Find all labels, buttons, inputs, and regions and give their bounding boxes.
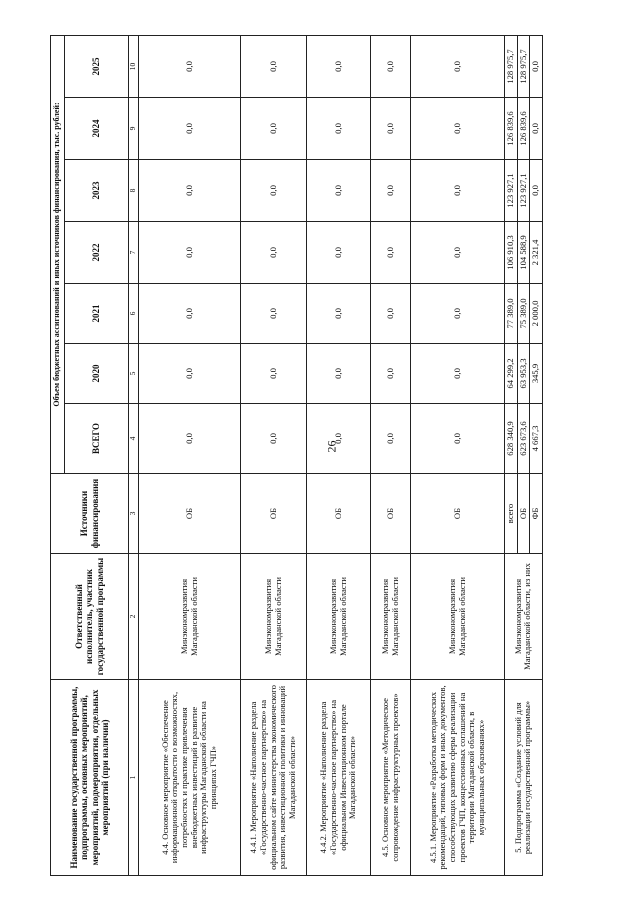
col-src-header: Источники финансирования — [51, 474, 129, 554]
subprogram-value: 63 953,3 — [517, 344, 530, 404]
subprogram-value: 123 927,1 — [505, 160, 518, 222]
year-header: 2022 — [65, 222, 129, 284]
subprogram-value: 4 667,3 — [530, 404, 543, 474]
row-value: 0,0 — [371, 98, 411, 160]
row-value: 0,0 — [411, 98, 505, 160]
col-number: 5 — [129, 344, 139, 404]
row-resp: Минэкономразвития Магаданской области — [139, 554, 241, 680]
subprogram-value: 128 975,7 — [517, 35, 530, 97]
col-total-header: ВСЕГО — [65, 404, 129, 474]
row-value: 0,0 — [139, 222, 241, 284]
row-resp: Минэкономразвития Магаданской области — [241, 554, 307, 680]
row-value: 0,0 — [241, 404, 307, 474]
row-value: 0,0 — [307, 344, 371, 404]
subprogram-src: всего — [505, 474, 518, 554]
col-number: 3 — [129, 474, 139, 554]
col-number: 8 — [129, 160, 139, 222]
col-total-group-header: Объем бюджетных ассигнований и иных источников финансирования, тыс. рублей: — [51, 35, 65, 473]
row-resp: Минэкономразвития Магаданской области — [307, 554, 371, 680]
col-number: 7 — [129, 222, 139, 284]
col-number: 2 — [129, 554, 139, 680]
col-name-header: Наименование государственной программы, подпрограммы, основных мероприятий, мероприятий, подмероприятия, отдельных мероприятий (при наличии) — [51, 680, 129, 876]
row-name: 4.4.2. Мероприятие «Наполнение раздела «Государственно-частное партнерство» на официальном Инвестиционном портале Магаданской области» — [307, 680, 371, 876]
row-value: 0,0 — [241, 344, 307, 404]
table-row — [371, 35, 411, 875]
row-value: 0,0 — [371, 344, 411, 404]
row-value: 0,0 — [139, 344, 241, 404]
row-value: 0,0 — [307, 160, 371, 222]
year-header: 2020 — [65, 344, 129, 404]
row-value: 0,0 — [371, 160, 411, 222]
table-row — [139, 35, 241, 875]
row-src: ОБ — [371, 474, 411, 554]
subprogram-src: ФБ — [530, 474, 543, 554]
subprogram-value: 628 340,9 — [505, 404, 518, 474]
col-number: 4 — [129, 404, 139, 474]
row-name: 4.5. Основное мероприятие «Методическое сопровождение инфраструктурных проектов» — [371, 680, 411, 876]
row-value: 0,0 — [241, 284, 307, 344]
subprogram-value: 345,9 — [530, 344, 543, 404]
subprogram-value: 128 975,7 — [505, 35, 518, 97]
table-row — [307, 35, 371, 875]
subprogram-value: 123 927,1 — [517, 160, 530, 222]
year-header: 2025 — [65, 35, 129, 97]
row-value: 0,0 — [411, 35, 505, 97]
subprogram-value: 75 389,0 — [517, 284, 530, 344]
subprogram-value: 2 000,0 — [530, 284, 543, 344]
row-value: 0,0 — [371, 35, 411, 97]
row-value: 0,0 — [139, 98, 241, 160]
row-src: ОБ — [139, 474, 241, 554]
rotated-table-container — [50, 36, 615, 876]
row-value: 0,0 — [411, 222, 505, 284]
col-number: 10 — [129, 35, 139, 97]
table-row — [411, 35, 505, 875]
subprogram-value: 64 299,2 — [505, 344, 518, 404]
subprogram-value: 0,0 — [530, 160, 543, 222]
row-value: 0,0 — [411, 404, 505, 474]
row-src: ОБ — [241, 474, 307, 554]
subprogram-resp: Минэкономразвития Магаданской области, из них — [505, 554, 543, 680]
subprogram-value: 0,0 — [530, 35, 543, 97]
budget-table — [50, 35, 543, 876]
row-value: 0,0 — [307, 222, 371, 284]
row-name: 4.4.1. Мероприятие «Наполнение раздела «Государственно-частное партнерство» на официальном сайте министерства экономического развития, инвестиционной политики и инноваций Магаданской области» — [241, 680, 307, 876]
row-value: 0,0 — [139, 404, 241, 474]
row-value: 0,0 — [307, 98, 371, 160]
row-value: 0,0 — [307, 284, 371, 344]
row-value: 0,0 — [411, 284, 505, 344]
row-value: 0,0 — [307, 404, 371, 474]
col-number: 6 — [129, 284, 139, 344]
row-value: 0,0 — [241, 35, 307, 97]
subprogram-value: 0,0 — [530, 98, 543, 160]
subprogram-value: 2 321,4 — [530, 222, 543, 284]
year-header: 2023 — [65, 160, 129, 222]
row-name: 4.5.1. Мероприятие «Разработка методических рекомендаций, типовых форм и иных документов, способствующих развитию сферы реализации проектов ГЧП, концессионных соглашений на территории Магаданской области, в муниципальных образованиях» — [411, 680, 505, 876]
row-value: 0,0 — [371, 284, 411, 344]
subprogram-value: 126 839,6 — [517, 98, 530, 160]
subprogram-value: 623 673,6 — [517, 404, 530, 474]
row-value: 0,0 — [139, 284, 241, 344]
table-row — [241, 35, 307, 875]
year-header: 2024 — [65, 98, 129, 160]
row-resp: Минэкономразвития Магаданской области — [411, 554, 505, 680]
subprogram-src: ОБ — [517, 474, 530, 554]
row-value: 0,0 — [307, 35, 371, 97]
row-src: ОБ — [307, 474, 371, 554]
row-name: 4.4. Основное мероприятие «Обеспечение информационной открытости о возможностях, потребностях и практике привлечения внебюджетных инвестиций в развитие инфраструктуры Магаданской области на принципах ГЧП» — [139, 680, 241, 876]
subprogram-name: 5. Подпрограмма «Создание условий для реализации государственной программы» — [505, 680, 543, 876]
subprogram-value: 77 389,0 — [505, 284, 518, 344]
row-value: 0,0 — [241, 160, 307, 222]
subprogram-value: 106 910,3 — [505, 222, 518, 284]
row-value: 0,0 — [411, 344, 505, 404]
subprogram-row — [505, 35, 518, 875]
row-value: 0,0 — [371, 404, 411, 474]
col-number: 1 — [129, 680, 139, 876]
subprogram-value: 104 588,9 — [517, 222, 530, 284]
row-value: 0,0 — [139, 160, 241, 222]
row-resp: Минэкономразвития Магаданской области — [371, 554, 411, 680]
subprogram-value: 126 839,6 — [505, 98, 518, 160]
row-value: 0,0 — [411, 160, 505, 222]
row-value: 0,0 — [371, 222, 411, 284]
row-value: 0,0 — [241, 98, 307, 160]
row-value: 0,0 — [241, 222, 307, 284]
page-number: 26 — [324, 440, 339, 453]
row-src: ОБ — [411, 474, 505, 554]
col-number: 9 — [129, 98, 139, 160]
col-resp-header: Ответственный исполнитель, участник государственной программы — [51, 554, 129, 680]
row-value: 0,0 — [139, 35, 241, 97]
year-header: 2021 — [65, 284, 129, 344]
